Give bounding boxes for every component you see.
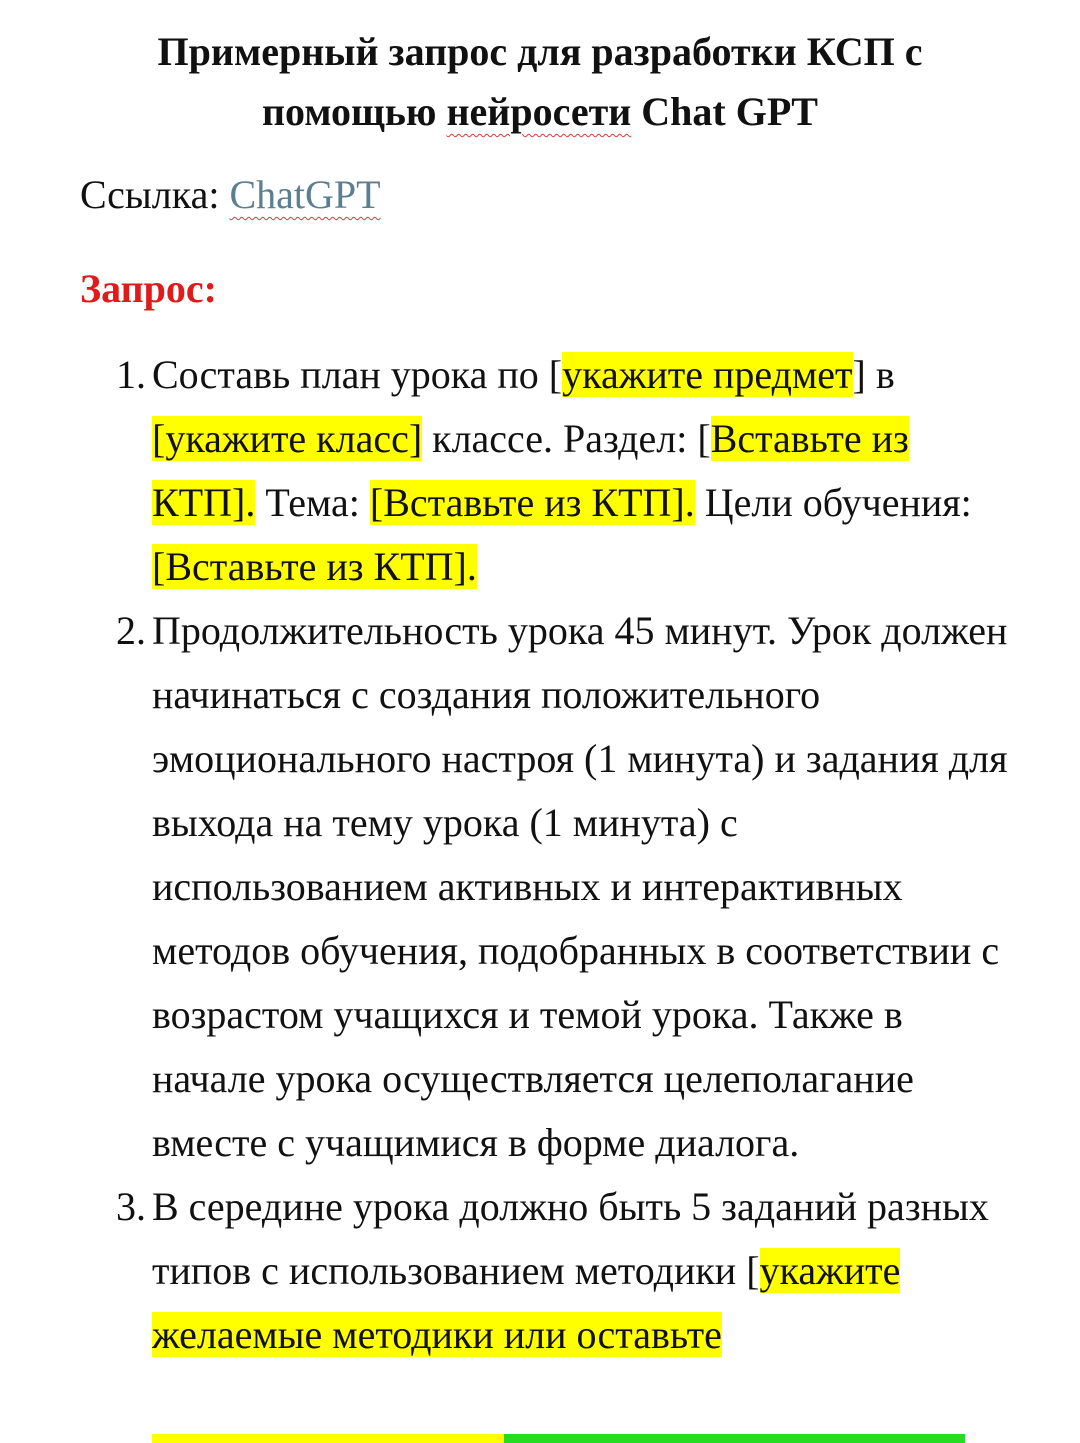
item-text: классе. Раздел: [ — [422, 416, 711, 461]
chatgpt-link[interactable]: ChatGPT — [229, 172, 381, 217]
title-spellcheck-word: нейросети — [446, 89, 632, 134]
placeholder-grade: [укажите класс] — [152, 416, 423, 461]
item-text: Цели обучения: — [694, 480, 972, 525]
query-heading: Запрос: — [80, 266, 217, 311]
item-text: ] в — [852, 352, 895, 397]
title-line-2-end: Chat GPT — [631, 89, 818, 134]
highlight-strip-yellow — [152, 1434, 504, 1443]
placeholder-subject: укажите предмет — [562, 352, 853, 397]
placeholder-section: Вставьте из КТП]. — [152, 416, 909, 525]
item-text: Составь план урока по [ — [152, 352, 563, 397]
instruction-list — [0, 343, 1080, 1367]
title-line-1: Примерный запрос для разработки КСП с — [157, 29, 923, 74]
link-row — [80, 168, 381, 222]
list-item-number: 1. — [116, 352, 146, 397]
title-line-2-start: помощью — [262, 89, 447, 134]
document-title — [0, 22, 1080, 142]
list-item-number: 3. — [116, 1184, 146, 1229]
placeholder-methods: укажите желаемые методики или оставьте — [152, 1248, 901, 1357]
title-line-2 — [0, 82, 1080, 142]
list-item — [0, 1175, 1080, 1367]
list-item — [0, 599, 1080, 1175]
list-item — [0, 343, 1080, 599]
item-text: В середине урока должно быть 5 заданий разных типов с использованием методики [ — [152, 1184, 989, 1293]
highlight-strip-green — [504, 1434, 965, 1443]
placeholder-goals: [Вставьте из КТП]. — [152, 544, 477, 589]
item-text: Продолжительность урока 45 минут. Урок должен начинаться с создания положительного эмоционального настроя (1 минута) и задания для выхода на тему урока (1 минута) с использованием активных и интерактивных методов обучения, подобранных в соответствии с возрастом учащихся и темой урока. Также в начале урока осуществляется целеполагание вместе с учащимися в форме диалога. — [152, 608, 1008, 1165]
next-line-highlight-fragment — [152, 1434, 965, 1443]
item-text: Тема: — [255, 480, 370, 525]
list-item-number: 2. — [116, 608, 146, 653]
placeholder-topic: [Вставьте из КТП]. — [369, 480, 695, 525]
link-label: Ссылка: — [80, 172, 230, 217]
